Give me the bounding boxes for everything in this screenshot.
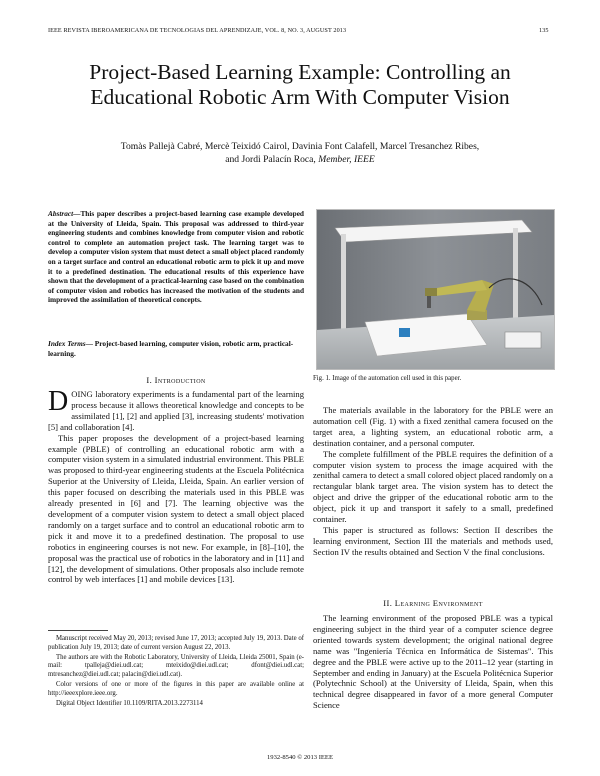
index-terms — [48, 339, 304, 358]
last-author: and Jordi Palacín Roca, — [225, 154, 316, 165]
intro-paragraph-2: This paper proposes the development of a project-based learning example (PBLE) of controlling an educational robotic arm with a computer vision system in a simulated industrial environment. This PBLE was proposed to third-year engineering students at the Escuela Politécnica Superior at the University of Lleida, Lleida, Spain. An earlier version of this paper focused on describing the materials used in this PBLE was already presented in [6] and [7]. The learning objective was the development of a computer vision system to detect a small object placed randomly on a target surface and to control an educational robotic arm to pick it and move it to a predefined destination. The proposal to use robotics in engineering courses is not new. For example, in [8]–[10], the proposal was the practical use of robotics in the laboratory and in [11] and [12], the development of simulations. Other proposals also include remote control by web interfaces [1] and mobile devices [13]. — [48, 432, 304, 585]
footnote-received: Manuscript received May 20, 2013; revised June 17, 2013; accepted July 19, 2013. Date of publication July 19, 2013; date of current version August 22, 2013. — [48, 635, 304, 651]
page-number: 135 — [539, 27, 549, 34]
authors-line-2 — [70, 153, 530, 166]
abstract — [48, 209, 304, 305]
figure-automation-cell — [316, 209, 555, 370]
section-heading-learning-environment: II. Learning Environment — [383, 598, 483, 608]
index-terms-text: — Project-based learning, computer vision, robotic arm, practical-learning. — [48, 339, 294, 358]
section2-paragraph-1: The learning environment of the proposed PBLE was a typical engineering subject in the third year of a computer science degree oriented towards system development; the original national degree name was "Ingeniería Técnica en Informática de Sistemas". This degree and the PBLE were active up to the 2011–12 year (starting in September and ending in January) at the Escuela Politécnica Superior (Polytechnic School) at the University of Lleida, Spain, when this technical degree disappeared in favor of a more general Computer Science — [313, 613, 553, 711]
footnote-divider — [48, 630, 108, 631]
author-list — [70, 140, 530, 166]
right-paragraph-1: The materials available in the laboratory for the PBLE were an automation cell (Fig. 1) with a fixed zenithal camera focused on the target area, a lighting system, an educational robotic arm, a destination container, and a personal computer. — [313, 405, 553, 448]
footnote-authors: The authors are with the Robotic Laboratory, University of Lleida, Lleida 25001, Spain (e-mail: tpalleja@diei.udl.cat; mteixido@diei.udl.cat; dfont@diei.udl.cat; mtresanchez@diei.udl.cat; palacin@diei.udl.cat). — [48, 653, 304, 679]
right-paragraph-2: The complete fulfillment of the PBLE requires the definition of a computer vision system to process the image acquired with the zenithal camera to detect a small colored object placed randomly on a rectangular blank target area. The vision system has to detect the object and drive the gripper of the educational robotic arm to the object, pick it up and transport it safely to a small, predefined container. — [313, 448, 553, 525]
learning-environment-body — [313, 613, 553, 711]
index-terms-label: Index Terms — [48, 339, 86, 348]
footnote-color: Color versions of one or more of the figures in this paper are available online at http://ieeexplore.ieee.org. — [48, 680, 304, 697]
author-membership: Member, IEEE — [318, 154, 375, 165]
robotic-arm-photo — [317, 210, 554, 369]
intro-paragraph-1: DOING laboratory experiments is a fundamental part of the learning process because it allows theoretical knowledge and concepts to be assimilated [1], [2] and applied [3], increasing students' motivation [5] and collaboration [4]. — [48, 386, 304, 432]
paper-title: Project-Based Learning Example: Controlling an Educational Robotic Arm With Computer Vision — [89, 60, 511, 109]
footnote-doi: Digital Object Identifier 10.1109/RITA.2013.2273114 — [56, 699, 203, 707]
abstract-text: —This paper describes a project-based learning case example developed at the University of Lleida, Spain. This proposal was addressed to third-year engineering students and combines knowledge from computer vision and robotic control to complete an automation project task. The learning target was to develop a computer vision system that must detect a small object placed randomly on a target surface and control an educational robotic arm to pick it up and move it to a predefined destination. The educational results of this experience have shown that the development of a practical-learning case based on the combination of computer vision and robotics has increased the motivation of the students and improved the assimilation of theoretical concepts. — [48, 209, 304, 305]
figure-caption: Fig. 1. Image of the automation cell used in this paper. — [313, 375, 462, 382]
copyright-footer: 1932-8540 © 2013 IEEE — [267, 754, 333, 761]
right-column-body — [313, 405, 553, 558]
introduction-body — [48, 386, 304, 585]
running-header: IEEE REVISTA IBEROAMERICANA DE TECNOLOGIAS DEL APRENDIZAJE, VOL. 8, NO. 3, AUGUST 2013 — [48, 27, 347, 34]
drop-cap: D — [48, 386, 69, 417]
authors-line-1: Tomàs Pallejà Cabré, Mercè Teixidó Cairol, Davinia Font Calafell, Marcel Tresanchez Ribes, — [120, 141, 480, 152]
right-paragraph-3: This paper is structured as follows: Section II describes the learning environment, Section III the materials and methods used, Section IV the results obtained and Section V the final conclusions. — [313, 524, 553, 557]
section-heading-introduction: I. Introduction — [146, 375, 206, 385]
abstract-label: Abstract — [48, 209, 74, 218]
footnotes — [48, 635, 304, 709]
